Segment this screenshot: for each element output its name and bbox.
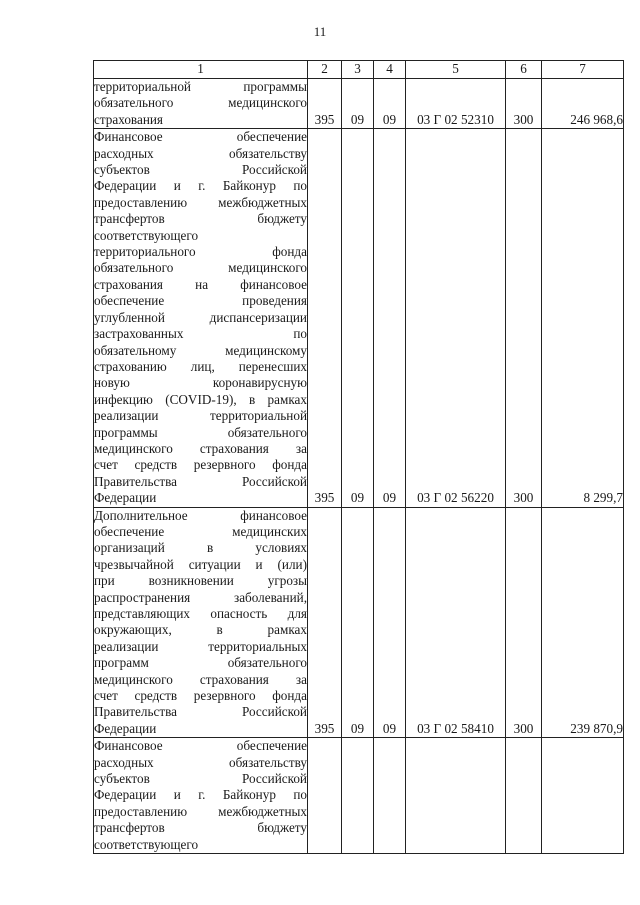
section-code: 09 xyxy=(342,507,374,738)
description-line: чрезвычайной ситуации и (или) xyxy=(94,556,307,572)
description-line: при возникновении угрозы xyxy=(94,573,307,589)
table-row xyxy=(94,507,624,738)
table-row xyxy=(94,79,624,129)
description-line: углубленной диспансеризации xyxy=(94,309,307,325)
description-line: Финансовое обеспечение xyxy=(94,129,307,145)
description-line: Финансовое обеспечение xyxy=(94,738,307,754)
header-col-2: 2 xyxy=(308,61,342,79)
description-line: обеспечение проведения xyxy=(94,293,307,309)
description-line: реализации территориальных xyxy=(94,638,307,654)
page-number: 11 xyxy=(313,24,327,39)
header-col-3: 3 xyxy=(342,61,374,79)
description-line: Федерации xyxy=(94,720,157,736)
gr-code: 395 xyxy=(308,129,342,507)
description-line: счет средств резервного фонда xyxy=(94,457,307,473)
row-description xyxy=(94,79,308,129)
gr-code: 395 xyxy=(308,507,342,738)
description-line: программы обязательного xyxy=(94,424,307,440)
header-row xyxy=(94,61,624,79)
table-row xyxy=(94,129,624,507)
table-row xyxy=(94,738,624,854)
target-item-code: 03 Г 02 52310 xyxy=(406,79,506,129)
expense-type-code xyxy=(506,738,542,854)
description-line: распространения заболеваний, xyxy=(94,589,307,605)
description-line: новую коронавирусную xyxy=(94,375,307,391)
target-item-code xyxy=(406,738,506,854)
subsection-code: 09 xyxy=(374,507,406,738)
description-line: Федерации и г. Байконур по xyxy=(94,178,307,194)
amount: 239 870,9 xyxy=(542,507,624,738)
description-line: застрахованных по xyxy=(94,326,307,342)
description-line: инфекцию (COVID-19), в рамках xyxy=(94,391,307,407)
row-description xyxy=(94,507,308,738)
description-line: счет средств резервного фонда xyxy=(94,688,307,704)
expense-type-code: 300 xyxy=(506,129,542,507)
description-line: территориальной программы xyxy=(94,79,307,94)
description-line: представляющих опасность для xyxy=(94,606,307,621)
description-line: соответствующего xyxy=(94,227,199,243)
gr-code xyxy=(308,738,342,854)
subsection-code: 09 xyxy=(374,79,406,129)
budget-table xyxy=(93,60,624,854)
description-line: обеспечение медицинских xyxy=(94,523,307,539)
target-item-code: 03 Г 02 58410 xyxy=(406,507,506,738)
amount: 8 299,7 xyxy=(542,129,624,507)
gr-code: 395 xyxy=(308,79,342,129)
amount xyxy=(542,738,624,854)
description-line: субъектов Российской xyxy=(94,162,307,178)
description-line: расходных обязательству xyxy=(94,754,307,770)
subsection-code xyxy=(374,738,406,854)
description-line: Дополнительное финансовое xyxy=(94,507,307,523)
description-line: территориального фонда xyxy=(94,244,307,260)
description-line: обязательного медицинского xyxy=(94,260,307,276)
description-line: трансфертов бюджету xyxy=(94,820,307,836)
description-line: страхования на финансовое xyxy=(94,276,307,292)
description-line: соответствующего xyxy=(94,836,199,852)
header-col-5: 5 xyxy=(406,61,506,79)
expense-type-code: 300 xyxy=(506,507,542,738)
header-col-1: 1 xyxy=(94,61,308,79)
description-line: организаций в условиях xyxy=(94,540,307,556)
section-code: 09 xyxy=(342,129,374,507)
description-line: Правительства Российской xyxy=(94,704,307,720)
description-line: окружающих, в рамках xyxy=(94,622,307,638)
header-col-6: 6 xyxy=(506,61,542,79)
row-description xyxy=(94,738,308,854)
description-line: обязательного медицинского xyxy=(94,95,307,111)
description-line: субъектов Российской xyxy=(94,771,307,787)
description-line: Федерации и г. Байконур по xyxy=(94,787,307,803)
description-line: предоставлению межбюджетных xyxy=(94,194,307,210)
expense-type-code: 300 xyxy=(506,79,542,129)
row-description xyxy=(94,129,308,507)
description-line: обязательному медицинскому xyxy=(94,342,307,358)
header-col-4: 4 xyxy=(374,61,406,79)
description-line: медицинского страхования за xyxy=(94,671,307,687)
header-col-7: 7 xyxy=(542,61,624,79)
section-code: 09 xyxy=(342,79,374,129)
description-line: расходных обязательству xyxy=(94,145,307,161)
description-line: трансфертов бюджету xyxy=(94,211,307,227)
description-line: страхования xyxy=(94,111,163,127)
subsection-code: 09 xyxy=(374,129,406,507)
section-code xyxy=(342,738,374,854)
amount: 246 968,6 xyxy=(542,79,624,129)
description-line: Правительства Российской xyxy=(94,473,307,489)
description-line: Федерации xyxy=(94,490,157,506)
description-line: страхованию лиц, перенесших xyxy=(94,358,307,374)
description-line: предоставлению межбюджетных xyxy=(94,803,307,819)
description-line: реализации территориальной xyxy=(94,408,307,424)
target-item-code: 03 Г 02 56220 xyxy=(406,129,506,507)
description-line: программ обязательного xyxy=(94,655,307,671)
description-line: медицинского страхования за xyxy=(94,440,307,456)
